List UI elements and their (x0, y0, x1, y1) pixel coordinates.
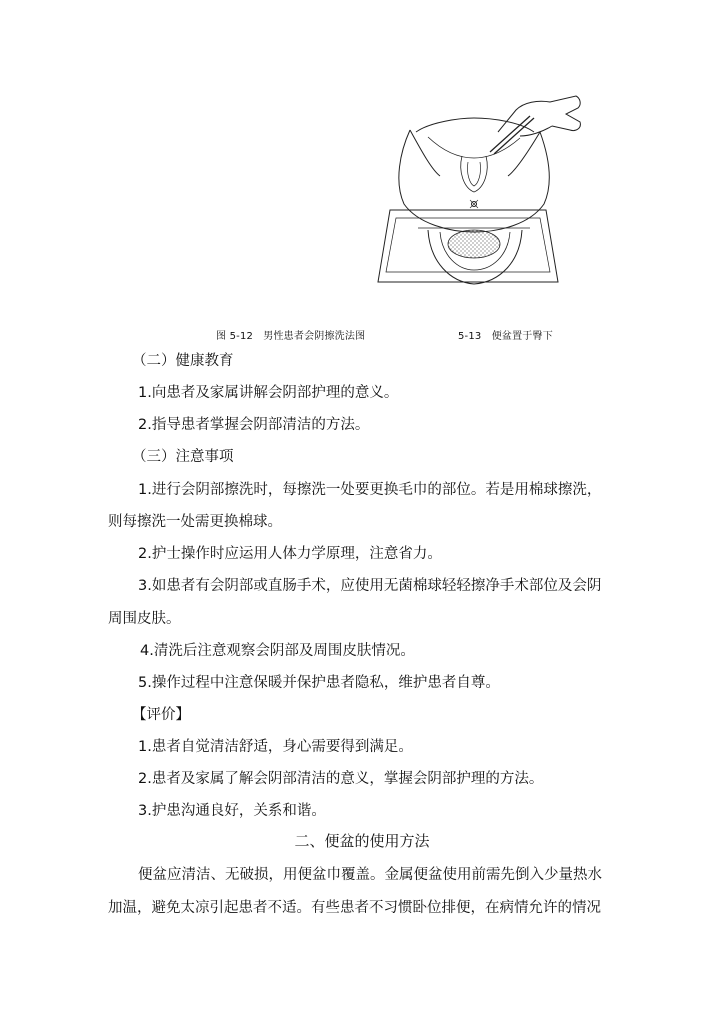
subheading-precautions: （三）注意事项 (132, 449, 234, 465)
text-line: 3.护患沟通良好，关系和谐。 (138, 803, 326, 819)
section-title-bedpan-usage: 二、便盆的使用方法 (294, 832, 430, 850)
figure-caption-5-13: 5-13 便盆置于臀下 (458, 331, 553, 342)
text-line: 2.护士操作时应运用人体力学原理，注意省力。 (138, 546, 442, 562)
subheading-health-education: （二）健康教育 (132, 353, 234, 369)
paragraph-line: 便盆应清洁、无破损，用便盆巾覆盖。金属便盆使用前需先倒入少量热水 (138, 867, 602, 883)
text-line: 4.清洗后注意观察会阴部及周围皮肤情况。 (140, 643, 415, 659)
text-line: 2.指导患者掌握会阴部清洁的方法。 (138, 417, 370, 433)
figure-caption-5-12: 图 5-12 男性患者会阴擦洗法图 (216, 331, 366, 342)
text-line: 3.如患者有会阴部或直肠手术，应使用无菌棉球轻轻擦净手术部位及会阴 (138, 578, 602, 594)
subheading-evaluation: 【评价】 (132, 707, 190, 723)
text-line: 2.患者及家属了解会阴部清洁的意义，掌握会阴部护理的方法。 (138, 771, 544, 787)
text-line: 则每擦洗一处需更换棉球。 (108, 514, 282, 530)
text-line: 1.进行会阴部擦洗时，每擦洗一处要更换毛巾的部位。若是用棉球擦洗， (138, 482, 602, 498)
text-line: 1.患者自觉清洁舒适，身心需要得到满足。 (138, 739, 413, 755)
paragraph-line: 加温，避免太凉引起患者不适。有些患者不习惯卧位排便，在病情允许的情况 (108, 900, 601, 916)
text-line: 5.操作过程中注意保暖并保护患者隐私，维护患者自尊。 (138, 675, 500, 691)
text-line: 1.向患者及家属讲解会阴部护理的意义。 (138, 385, 399, 401)
text-line: 周围皮肤。 (108, 611, 181, 627)
bedpan-illustration (370, 92, 588, 307)
